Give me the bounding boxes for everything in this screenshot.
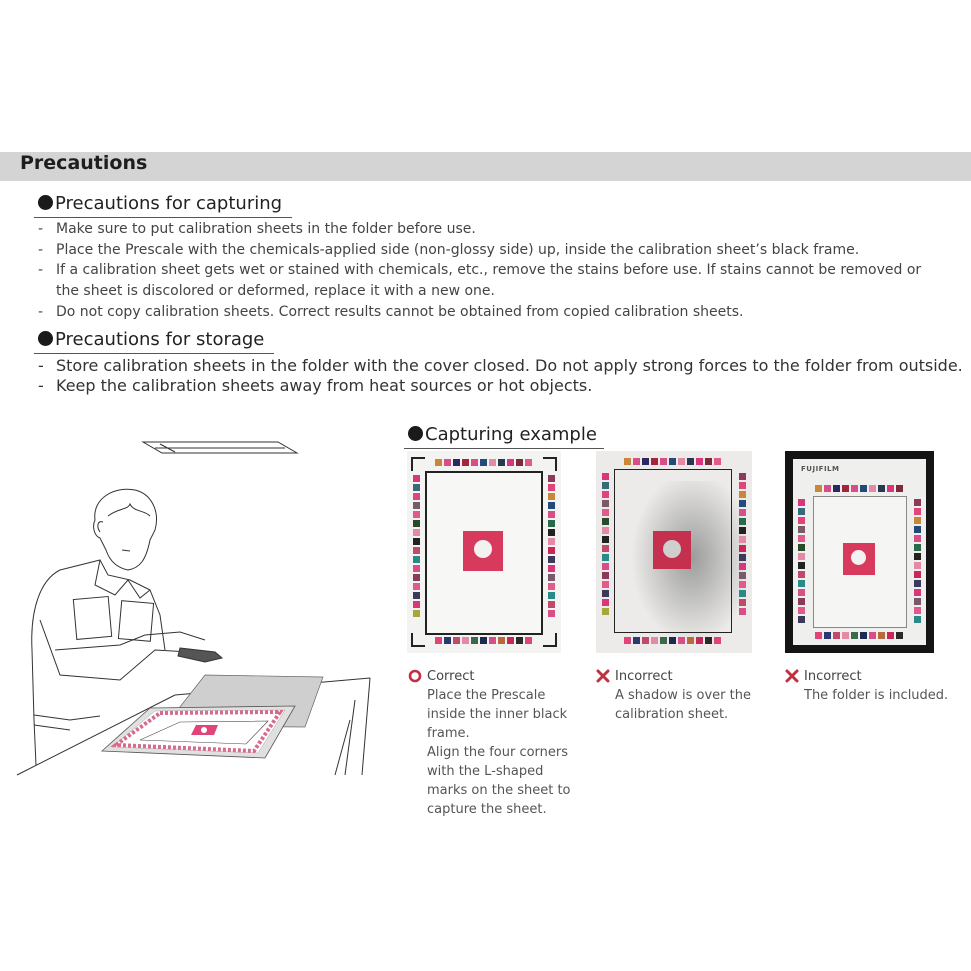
bullet-dot-icon — [408, 426, 423, 441]
heading-underline — [34, 353, 274, 354]
capturing-heading: Precautions for capturing — [38, 193, 282, 215]
heading-underline — [34, 217, 292, 218]
bullet-dot-icon — [38, 195, 53, 210]
prescale-film — [653, 531, 691, 569]
list-item: - Make sure to put calibration sheets in the folder before use. — [38, 221, 476, 237]
page-title: Precautions — [20, 152, 148, 174]
capturing-list — [38, 219, 921, 323]
list-item: - Place the Prescale with the chemicals-applied side (non-glossy side) up, inside the calibration sheet’s black frame. — [38, 241, 860, 258]
list-item-continuation: the sheet is discolored or deformed, replace it with a new one. — [56, 283, 495, 300]
list-item: - Keep the calibration sheets away from heat sources or hot objects. — [38, 376, 593, 395]
caption-correct: Correct Place the Prescale inside the inner black frame. Align the four corners with the L-shaped marks on the sheet to capture the sheet. — [408, 667, 578, 819]
bullet-dot-icon — [38, 331, 53, 346]
caption-incorrect-shadow: Incorrect A shadow is over the calibration sheet. — [596, 667, 766, 724]
example-photo-correct — [407, 451, 561, 653]
storage-heading: Precautions for storage — [38, 329, 264, 351]
prescale-film — [843, 543, 875, 575]
heading-underline — [404, 448, 604, 449]
caption-incorrect-folder: Incorrect The folder is included. — [785, 667, 965, 705]
storage-list — [38, 356, 963, 396]
cross-icon — [596, 669, 610, 689]
list-item: - If a calibration sheet gets wet or stained with chemicals, etc., remove the stains before use. If stains cannot be removed or — [38, 262, 922, 279]
circle-ok-icon — [408, 669, 422, 689]
example-photo-folder — [785, 451, 934, 653]
illustration-person-capturing — [0, 420, 380, 790]
folder-brand-label: FUJIFILM — [801, 465, 840, 473]
list-item: - Do not copy calibration sheets. Correct results cannot be obtained from copied calibration sheets. — [38, 303, 744, 320]
prescale-film — [463, 531, 503, 571]
cross-icon — [785, 669, 799, 689]
list-item: - Store calibration sheets in the folder with the cover closed. Do not apply strong forces to the folder from outside. — [38, 356, 963, 375]
example-photo-shadow — [596, 451, 752, 653]
example-heading: Capturing example — [408, 424, 597, 446]
